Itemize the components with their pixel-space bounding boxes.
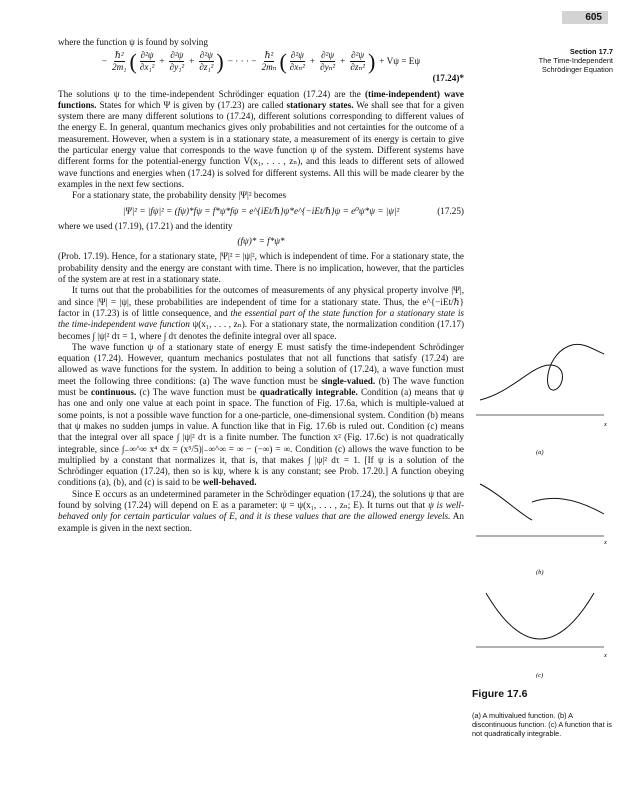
eq-den: ∂z₁² [199,62,214,73]
eq-mass-n: 2mₙ [261,62,277,73]
paragraph-1 [58,89,464,191]
p5-a: It turns out that the probabilities for the outcomes of measurements of any physical property involve |Ψ|, and since |Ψ| = |ψ|, these probabilities are independent of time for a stationary state. Thus, the e^{−iEt/ℏ} factor in (17.23) is of little consequence, and [58,285,464,318]
p1-mid: States for which Ψ is given by (17.23) are called [99,99,284,110]
term-well-behaved: well-behaved. [202,477,257,488]
eq-frac-x1 [139,50,156,73]
equation-identity: (fψ)* = f*ψ* [237,236,285,247]
eq-1725-body: |Ψ|² = |fψ|² = (fψ)*fψ = f*ψ*fψ = e^{iEt/ℏ}ψ*e^{−iEt/ℏ}ψ = e⁰ψ*ψ = |ψ|² [122,205,400,216]
eq-frac-hbar-1 [111,50,127,73]
term-quadratically-integrable: quadratically integrable. [259,387,358,398]
curve-right-segment [532,498,604,514]
eq-den: ∂y₁² [169,62,185,73]
eq-rhs: + Vψ = Eψ [379,56,421,67]
plot-multivalued-function [472,340,612,460]
eq-dots: − · · · − [227,56,257,67]
section-title-line1: The Time-Independent [538,56,613,65]
eq-hbar: ℏ² [114,50,124,61]
equation-number-17-25: (17.25) [437,205,464,216]
panel-label-a: (a) [536,449,544,456]
eq-den: ∂x₁² [139,62,155,73]
eq-frac-y1 [169,50,186,73]
figure-panel-a [472,340,612,465]
curve-multivalued [480,344,604,400]
p5-b: ψ(x₁, . . . , zₙ). For a stationary state, the normalization condition (17.17) becomes ∫ |ψ|² dτ = 1, where ∫ dτ denotes the definite integral over all space. [58,319,464,341]
term-stationary-states: stationary states. [286,99,354,110]
page-number: 605 [562,11,608,24]
p6-b: (b) The wave function must be [58,375,465,398]
x-axis-label: x [604,421,607,428]
figure-panel-b [472,470,612,585]
p7-b: An example is given in the next section. [58,511,464,533]
eq-hbar: ℏ² [264,50,274,61]
section-label: Section 17.7 [569,47,613,56]
term-wave-functions: (time-independent) wave functions. [58,88,464,110]
curve-x-squared [486,593,594,639]
eq-sign: − [101,56,108,67]
paragraph-2: For a stationary state, the probability density |Ψ|² becomes [72,190,287,201]
p5-italic: the essential part of the state function for a stationary state is the time-independent wave function [58,307,464,330]
term-continuous: continuous. [91,387,137,398]
p6-d: Condition (a) means that ψ has one and only one value at each point in space. The function of Fig. 17.6a, which is multiple-valued at some points, is not a possible wave function for a one-particle, one-dimensional system. Condition (b) means that ψ makes no sudden jumps in value. A function like that in Fig. 17.6b is ruled out. Condition (c) means that the integral over all space ∫ |ψ|² dτ is a finite number. The function x² (Fig. 17.6c) is not quadratically integrable, since ∫₋∞^∞ x⁴ dx = (x⁵/5)|₋∞^∞ = ∞ − (−∞) = ∞. Condition (c) allows the wave function to be multiplied by a constant that normalizes it, that is, that makes ∫ |ψ|² dτ = 1. [If ψ is a solution of the Schrödinger equation (17.24), then so is kψ, where k is any constant; see Prob. 17.20.] A function obeying conditions (a), (b), and (c) is said to be [58,387,464,488]
plot-parabola [472,585,612,680]
eq-mass-1: 2m₁ [112,62,127,73]
figure-title: Figure 17.6 [472,688,528,700]
eq-frac-xn [289,50,306,73]
equation-17-25 [58,206,464,217]
p1-text: The solutions ψ to the time-independent Schrödinger equation (17.24) are the [58,88,361,99]
running-header [493,47,613,74]
eq-num: ∂²ψ [290,50,304,61]
eq-frac-zn [349,50,366,73]
p6-a: The wave function ψ of a stationary state of energy E must satisfy the time-independent Schrödinger equation (17.24). However, quantum mechanics postulates that not all functions that satisfy (17.24) are allowed as wave functions for the system. In addition to being a solution of (17.24), a wave function must meet the following three conditions: (a) The wave function must be [58,341,464,386]
eq-num: ∂²ψ [321,50,335,61]
figure-caption [472,711,612,739]
paragraph-5 [58,285,464,341]
paragraph-3: where we used (17.19), (17.21) and the identity [58,220,233,231]
eq-den: ∂yₙ² [320,62,336,73]
term-single-valued: single-valued. [321,375,376,386]
eq-frac-z1 [198,50,214,73]
equation-17-24: − $\frac{\text{ℏ²}}{\text{2m₁}}$ ( $\frac{\text{∂²ψ}}{\text{∂x₁²}}$ + $\frac{\text{∂²ψ}}{\text{∂y₁²}}$ + $\frac{\text{∂²ψ}}{\text{∂z₁²}}$ ) − · · · − $\frac{\text{ℏ²}}{\text{2mₙ}}$ ( $\frac{\text{∂²ψ}}{\text{∂xₙ²}}$ + $\frac{\text{∂²ψ}}{\text{∂yₙ²}}$ + $\frac{\text{∂²ψ}}{\text{∂zₙ²}}$ ) + Vψ = Eψ [101,48,421,74]
figure-panel-c [472,585,612,685]
paragraph-7 [58,489,464,534]
plot-discontinuous-function [472,470,612,580]
eq-frac-yn [319,50,336,73]
p1-rest: We shall see that for a given system there are many different solutions to (17.24), different solutions corresponding to different values of the energy E. In general, quantum mechanics gives only probabilities and not certainties for the outcome of a measurement. However, when a system is in a stationary state, a measurement of its energy is certain to give the particular energy value that corresponds to the wave function ψ of the system. Different systems have different forms for the potential-energy function V(x₁, . . . , zₙ), and this leads to different sets of allowed wave functions and energies when (17.24) is solved for different systems. All this will be made clearer by the examples in the next few sections. [58,99,465,189]
section-title-line2: Schrödinger Equation [541,65,613,74]
figure-caption-text: (a) A multivalued function. (b) A discontinuous function. (c) A function that is not quadratically integrable. [472,711,612,739]
equation-number-17-24: (17.24)* [432,73,464,84]
intro-line: where the function ψ is found by solving [58,37,208,47]
p6-c: (c) The wave function must be [139,387,257,398]
curve-left-segment [480,484,532,520]
eq-num: ∂²ψ [140,50,154,61]
eq-num: ∂²ψ [170,50,184,61]
main-text [58,37,464,534]
x-axis-label: x [604,539,607,546]
eq-num: ∂²ψ [199,50,213,61]
paragraph-4: (Prob. 17.19). Hence, for a stationary state, |Ψ|² = |ψ|², which is independent of time. For a stationary state, the probability density and the energy are constant with time. There is no implication, however, that the particles of the system are at rest in a stationary state. [58,251,464,285]
panel-label-c: (c) [536,672,544,679]
x-axis-label: x [604,652,607,659]
eq-frac-hbar-n [260,50,277,73]
paragraph-6 [58,342,464,489]
p7-a: Since E occurs as an undetermined parameter in the Schrödinger equation (17.24), the solutions ψ that are found by solving (17.24) will depend on E as a parameter: ψ = ψ(x₁, . . . , zₙ; E). It turns out that [58,488,464,510]
p7-italic: ψ is well-behaved only for certain particular values of E, and it is these values that are the allowed energy levels. [58,499,465,522]
eq-den: ∂xₙ² [289,62,305,73]
eq-num: ∂²ψ [351,50,365,61]
panel-label-b: (b) [536,569,544,576]
eq-den: ∂zₙ² [350,62,365,73]
